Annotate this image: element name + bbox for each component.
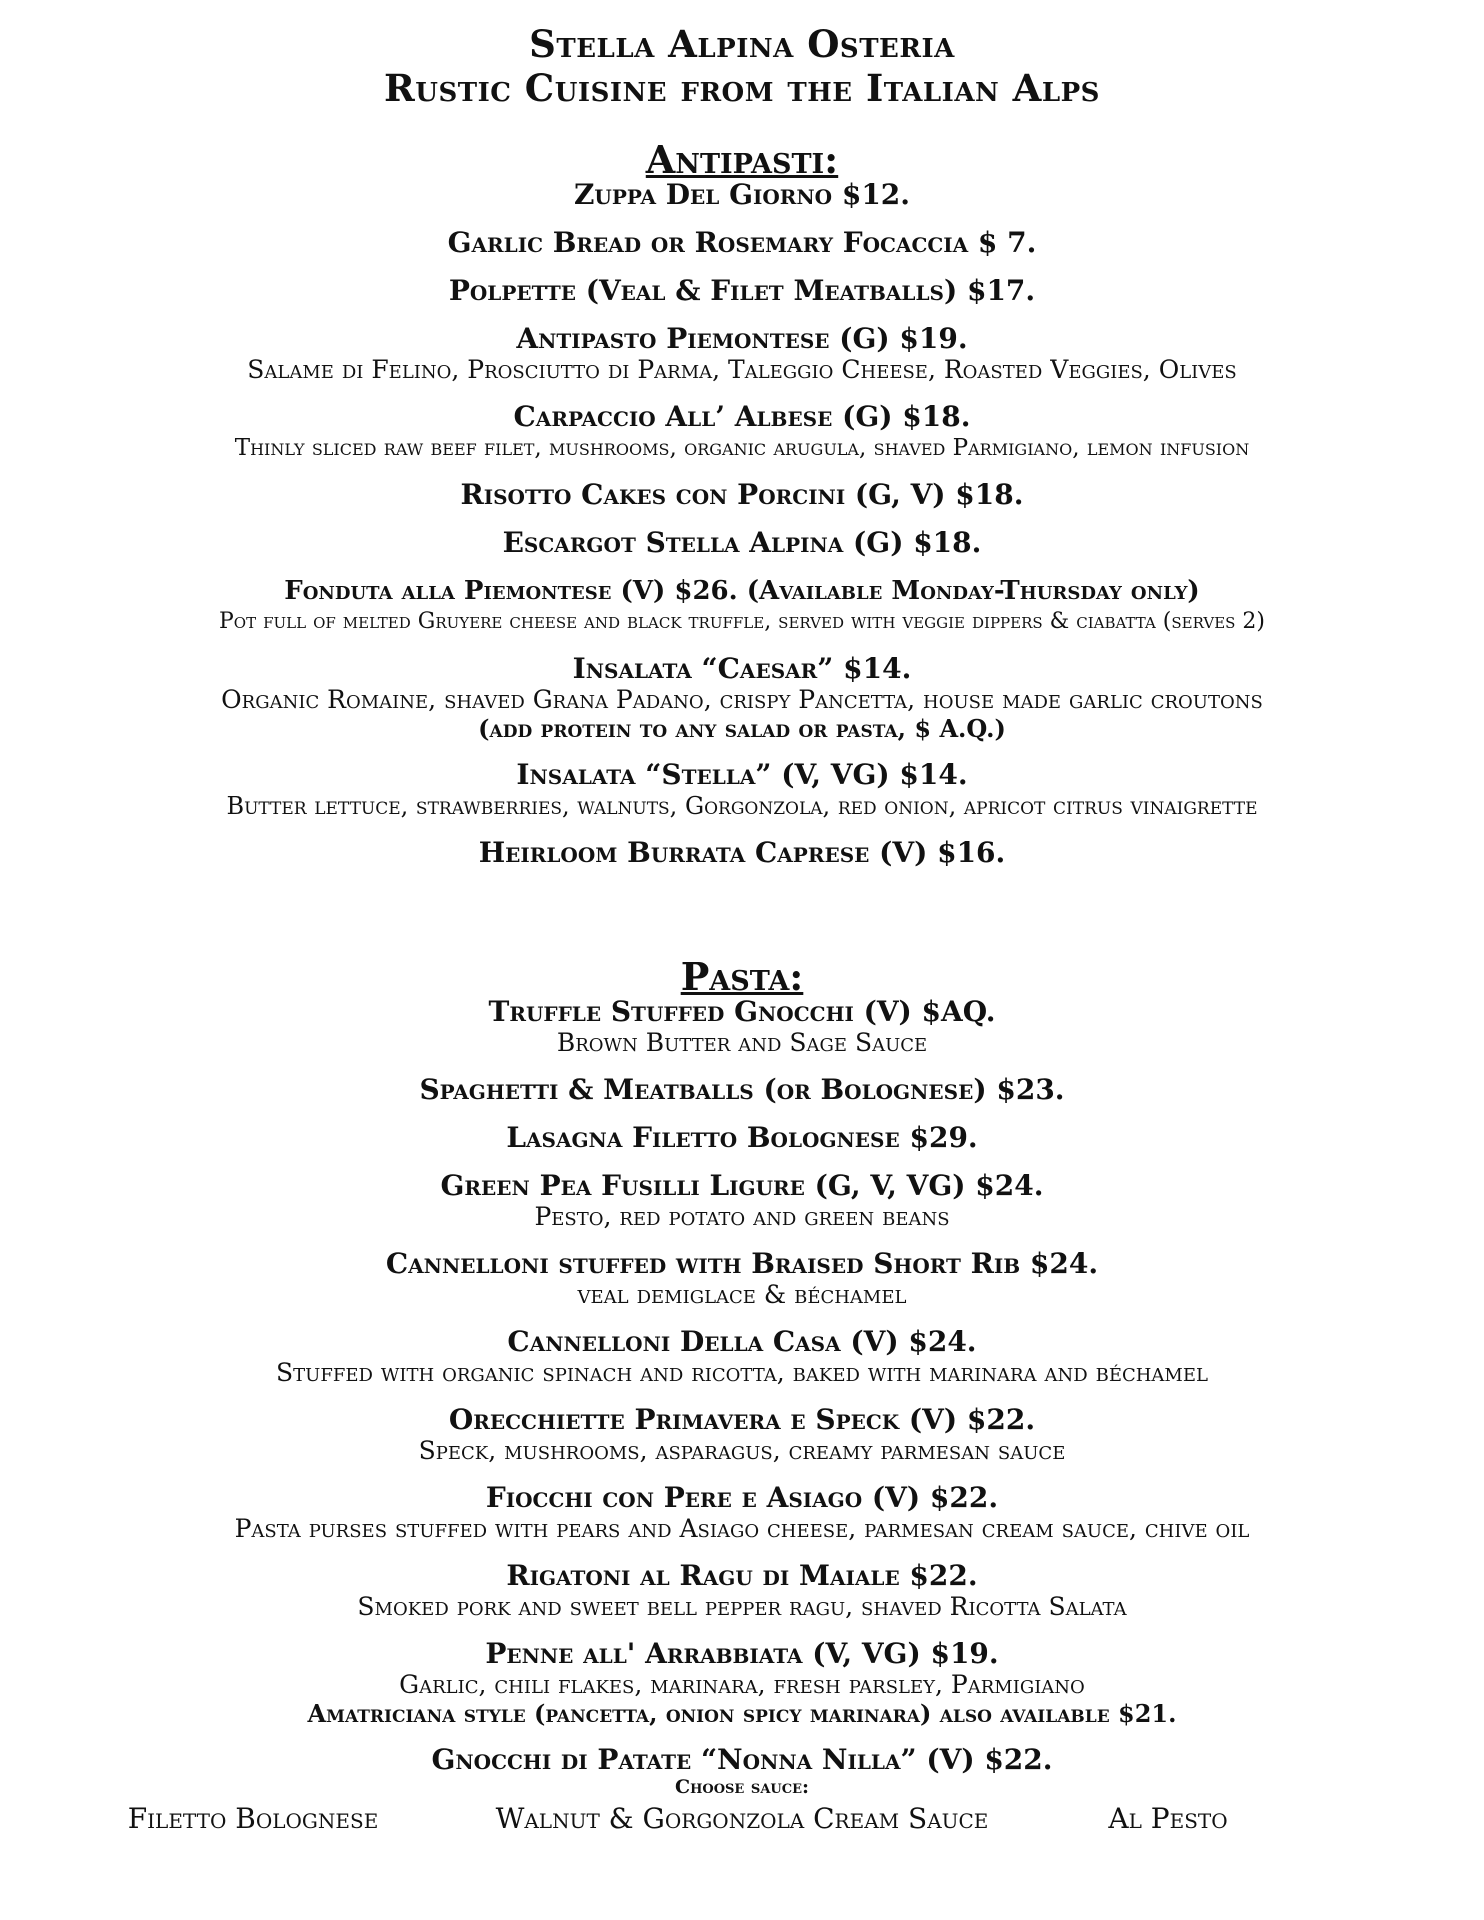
item-name: Carpaccio All’ Albese (G) $18.: [513, 400, 971, 433]
sauce-option: Filetto Bolognese: [127, 1802, 379, 1835]
item-name: Orecchiette Primavera e Speck (V) $22.: [448, 1403, 1036, 1436]
item-description: Thinly sliced raw beef filet, mushrooms, organic arugula, shaved Parmigiano, lemon infusion: [234, 435, 1250, 461]
pasta-section: [0, 954, 1484, 1836]
item-name: Cannelloni Della Casa (V) $24.: [507, 1325, 977, 1358]
item-name: Insalata “Caesar” $14.: [572, 652, 912, 685]
menu-item: [0, 575, 1484, 637]
item-note: (add protein to any salad or pasta, $ A.Q.): [478, 714, 1006, 743]
item-description: Garlic, chili flakes, marinara, fresh parsley, Parmigiano: [399, 1670, 1085, 1699]
item-description: Pesto, red potato and green beans: [534, 1202, 950, 1231]
item-name: Polpette (Veal & Filet Meatballs) $17.: [448, 274, 1036, 307]
item-name: Risotto Cakes con Porcini (G, V) $18.: [460, 478, 1024, 511]
item-description: Pasta purses stuffed with pears and Asiago cheese, parmesan cream sauce, chive oil: [234, 1514, 1250, 1543]
item-note: Amatriciana style (pancetta, onion spicy marinara) also available $21.: [307, 1699, 1177, 1728]
item-name: Heirloom Burrata Caprese (V) $16.: [478, 836, 1006, 869]
item-name: Insalata “Stella” (V, VG) $14.: [516, 758, 968, 791]
antipasti-heading: Antipasti:: [645, 137, 839, 182]
menu-item: [0, 1638, 1484, 1728]
item-description: Brown Butter and Sage Sauce: [556, 1028, 928, 1057]
menu-item: [0, 837, 1484, 869]
restaurant-tagline: Rustic Cuisine from the Italian Alps: [384, 66, 1100, 110]
menu-item: [0, 1326, 1484, 1388]
menu-item: [0, 1074, 1484, 1106]
item-description: Smoked pork and sweet bell pepper ragu, shaved Ricotta Salata: [357, 1592, 1127, 1621]
menu-item: [0, 1170, 1484, 1232]
menu-item: [0, 1482, 1484, 1544]
item-name: Gnocchi di Patate “Nonna Nilla” (V) $22.: [431, 1743, 1053, 1776]
item-description: Stuffed with organic spinach and ricotta, baked with marinara and béchamel: [276, 1358, 1208, 1387]
item-name: Escargot Stella Alpina (G) $18.: [502, 526, 982, 559]
menu-item: [0, 996, 1484, 1058]
item-name: Garlic Bread or Rosemary Focaccia $ 7.: [447, 226, 1037, 259]
item-name: Truffle Stuffed Gnocchi (V) $AQ.: [488, 995, 996, 1028]
item-name: Cannelloni stuffed with Braised Short Rib $24.: [385, 1247, 1099, 1280]
menu-item: [0, 1404, 1484, 1466]
choose-sauce-label: Choose sauce:: [674, 1776, 810, 1798]
item-name: Antipasto Piemontese (G) $19.: [516, 322, 968, 355]
pasta-heading: Pasta:: [680, 954, 804, 999]
menu-item: [0, 227, 1484, 259]
sauce-option: Al Pesto: [1108, 1802, 1228, 1835]
item-name: Fonduta alla Piemontese (V) $26. (Available Monday-Thursday only): [284, 576, 1200, 606]
item-name: Fiocchi con Pere e Asiago (V) $22.: [485, 1481, 999, 1514]
item-name: Penne all' Arrabbiata (V, VG) $19.: [485, 1637, 999, 1670]
restaurant-name: Stella Alpina Osteria: [529, 22, 955, 66]
item-description: Organic Romaine, shaved Grana Padano, crispy Pancetta, house made garlic croutons: [221, 685, 1263, 714]
menu-item: [0, 275, 1484, 307]
menu-item: [0, 1122, 1484, 1154]
sauce-options: [0, 1802, 1484, 1836]
item-description: Butter lettuce, strawberries, walnuts, Gorgonzola, red onion, apricot citrus vinaigrette: [226, 792, 1258, 820]
menu-item: [0, 179, 1484, 211]
menu-item: [0, 1560, 1484, 1622]
menu-item: [0, 1248, 1484, 1310]
item-name: Zuppa Del Giorno $12.: [573, 178, 911, 211]
antipasti-section: [0, 137, 1484, 885]
item-description: veal demiglace & béchamel: [577, 1280, 907, 1309]
item-name: Spaghetti & Meatballs (or Bolognese) $23.: [419, 1073, 1065, 1106]
item-description: Speck, mushrooms, asparagus, creamy parmesan sauce: [418, 1436, 1066, 1465]
menu-item: [0, 653, 1484, 743]
item-description: Salame di Felino, Prosciutto di Parma, Taleggio Cheese, Roasted Veggies, Olives: [247, 355, 1237, 384]
menu-item: [0, 479, 1484, 511]
menu-item: [0, 323, 1484, 385]
menu-header: [0, 0, 1484, 110]
menu-item: [0, 759, 1484, 821]
menu-item: [0, 1744, 1484, 1836]
item-description: Pot full of melted Gruyere cheese and black truffle, served with veggie dippers & ciabatta (serves 2): [219, 609, 1265, 634]
item-name: Green Pea Fusilli Ligure (G, V, VG) $24.: [440, 1169, 1044, 1202]
menu-item: [0, 401, 1484, 463]
item-name: Lasagna Filetto Bolognese $29.: [506, 1121, 978, 1154]
sauce-option: Walnut & Gorgonzola Cream Sauce: [495, 1802, 989, 1835]
item-name: Rigatoni al Ragu di Maiale $22.: [506, 1559, 978, 1592]
menu-item: [0, 527, 1484, 559]
